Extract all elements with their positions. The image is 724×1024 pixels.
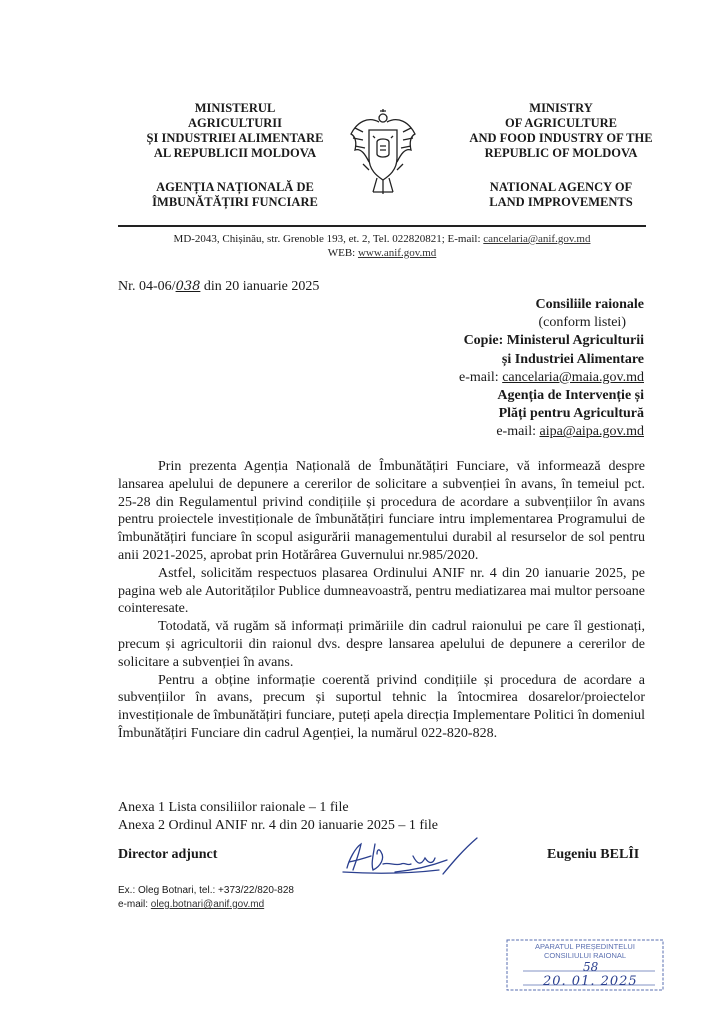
addressee-email-link[interactable]: aipa@aipa.gov.md [539, 424, 644, 440]
header-left-agency [100, 180, 370, 210]
header-left-line: MINISTERUL [194, 101, 276, 115]
body-paragraph: Prin prezenta Agenția Națională de Îmbunătățiri Funciare, vă informează despre lansarea apelului de depunere a cererilor de solicitare a subvenției în avans, în temeiul pct. 25-28 din Regulamentul privind condițiile și procedura de acordare a subvențiilor în avans pentru proiectele investiționale de îmbunătățiri funciare intru implementarea Programului de îmbunătățiri funciare în scopul asigurării managementului durabil al resurselor de sol pentru anii 2021-2025, aprobat prin Hotărârea Guvernului nr.985/2020. [118, 459, 645, 563]
addressee-email-link[interactable]: cancelaria@maia.gov.md [502, 369, 644, 385]
executor-info [118, 884, 294, 912]
contact-web-link[interactable]: www.anif.gov.md [357, 247, 437, 259]
addressee-email-label: e-mail: [459, 369, 503, 385]
contact-email-link[interactable]: cancelaria@anif.gov.md [483, 233, 591, 245]
executor-email-link[interactable]: oleg.botnari@anif.gov.md [150, 899, 265, 910]
addressee-email-line [344, 369, 644, 387]
signatory-title: Director adjunct [118, 847, 218, 862]
contact-web-label: WEB: [327, 247, 358, 259]
annex-list [118, 799, 438, 835]
header-right-agency [448, 180, 674, 210]
executor-line: Ex.: Oleg Botnari, tel.: +373/22/820-828 [118, 885, 294, 896]
header-left-line: AGRICULTURII [187, 116, 282, 130]
contact-line-address [118, 232, 646, 246]
stamp-line: APARATUL PREȘEDINTELUI [535, 942, 635, 951]
header-left-line: AL REPUBLICII MOLDOVA [153, 146, 317, 160]
header-right-line: MINISTRY [529, 101, 593, 115]
annex-item: Anexa 2 Ordinul ANIF nr. 4 din 20 ianuarie 2025 – 1 file [118, 818, 439, 833]
header-left-agency-line: AGENȚIA NAȚIONALĂ DE [156, 180, 314, 194]
document-reference [118, 279, 319, 295]
registration-stamp [505, 938, 665, 992]
addressee-line: Agenția de Intervenție și [497, 388, 644, 404]
stamp-line: CONSILIULUI RAIONAL [543, 951, 627, 960]
contact-address: MD-2043, Chișinău, str. Grenoble 193, et. 2, Tel. 022820821; E-mail: [173, 233, 484, 245]
reference-suffix: din 20 ianuarie 2025 [200, 279, 320, 294]
addressee-line: și Industriei Alimentare [501, 351, 644, 367]
addressee-line: Consiliile raionale [535, 297, 644, 312]
stamp-number: 58 [583, 960, 599, 974]
coat-of-arms-icon [343, 108, 423, 198]
handwritten-signature [335, 834, 485, 882]
addressee-email-line [344, 423, 644, 441]
header-divider [118, 225, 646, 227]
header-left-line: ȘI INDUSTRIEI ALIMENTARE [146, 131, 324, 145]
header-right-line: OF AGRICULTURE [505, 116, 617, 130]
addressee-line: Copie: Ministerul Agriculturii [463, 333, 644, 349]
header-right-ministry [448, 101, 674, 161]
contact-line-web [118, 246, 646, 260]
body-paragraph: Totodată, vă rugăm să informați primăriile din cadrul raionului pe care îl gestionați, precum și agricultorii din raionul dvs. despre lansarea apelului de depunere a cererilor de solicitare a subvenției în avans. [118, 619, 645, 670]
letter-body [118, 458, 645, 743]
header-right-line: REPUBLIC OF MOLDOVA [484, 146, 638, 160]
executor-email-label: e-mail: [118, 899, 151, 910]
header-left-agency-line: ÎMBUNĂTĂȚIRI FUNCIARE [152, 195, 318, 209]
body-paragraph: Astfel, solicităm respectuos plasarea Ordinului ANIF nr. 4 din 20 ianuarie 2025, pe pagina web ale Autorităților Publice dumneavoastră, pentru mediatizarea mai multor persoane cointeresate. [118, 565, 645, 617]
addressee-line: Plăți pentru Agricultură [498, 406, 644, 422]
addressee-line: (conform listei) [538, 315, 626, 331]
header-right-agency-line: NATIONAL AGENCY OF [489, 180, 633, 194]
header-right-agency-line: LAND IMPROVEMENTS [489, 195, 633, 209]
stamp-date: 20. 01. 2025 [543, 974, 638, 989]
addressee-block [344, 296, 644, 442]
reference-handwritten-number: 038 [175, 279, 201, 294]
executor-email-line [118, 898, 294, 912]
addressee-email-label: e-mail: [496, 424, 540, 440]
body-paragraph: Pentru a obține informație coerentă privind condițiile și procedura de acordare a subvențiilor în avans, precum și suportul tehnic la întocmirea dosarelor/proiectelor investiționale de îmbunătățiri funciare, puteți apela direcția Implementare Politici în domeniul Îmbunătățiri Funciare din cadrul Agenției, la numărul 022-820-828. [118, 672, 645, 741]
reference-prefix: Nr. 04-06/ [118, 279, 176, 294]
signatory-name: Eugeniu BELÎI [547, 847, 640, 862]
header-left-ministry [100, 101, 370, 161]
contact-info [118, 232, 646, 260]
annex-item: Anexa 1 Lista consiliilor raionale – 1 file [118, 800, 349, 815]
header-right-line: AND FOOD INDUSTRY OF THE [469, 131, 653, 145]
